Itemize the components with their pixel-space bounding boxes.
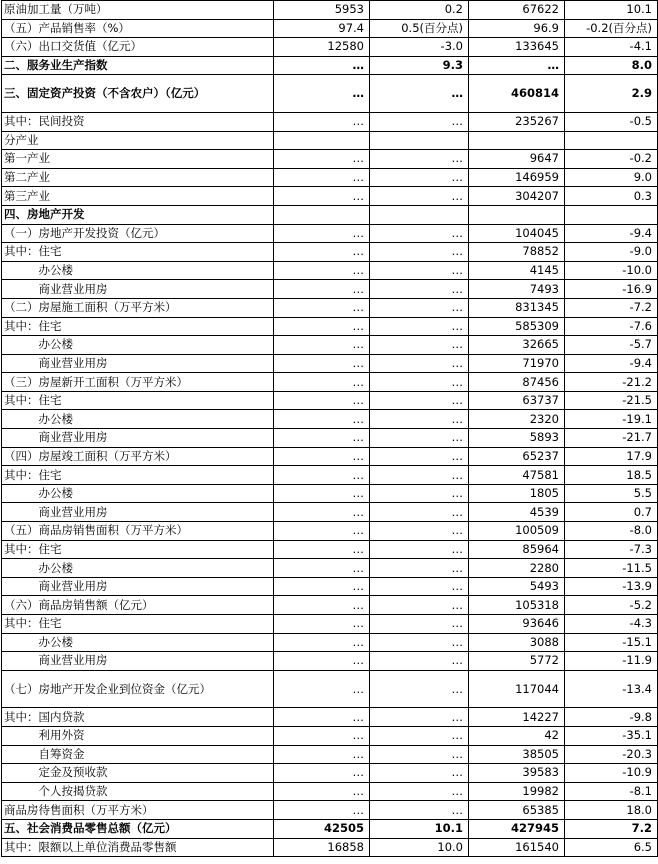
- row-label: 原油加工量（万吨）: [2, 1, 274, 20]
- current-month-growth: 10.1: [370, 819, 469, 838]
- table-row: [2, 522, 658, 541]
- cumulative-growth: -13.9: [565, 577, 658, 596]
- current-month-growth: …: [370, 577, 469, 596]
- table-row: [2, 243, 658, 262]
- current-month-value: …: [274, 168, 370, 187]
- table-row: [2, 447, 658, 466]
- cumulative-value: 9647: [469, 150, 565, 169]
- current-month-value: …: [274, 633, 370, 652]
- row-label: 办公楼: [2, 336, 274, 355]
- cumulative-growth: 10.1: [565, 1, 658, 20]
- table-row: [2, 280, 658, 299]
- cumulative-value: [469, 205, 565, 224]
- cumulative-growth: -21.5: [565, 391, 658, 410]
- cumulative-growth: -9.4: [565, 354, 658, 373]
- current-month-growth: …: [370, 112, 469, 131]
- table-row: [2, 150, 658, 169]
- table-row: [2, 726, 658, 745]
- cumulative-growth: -9.0: [565, 243, 658, 262]
- current-month-value: 16858: [274, 838, 370, 857]
- row-label: （七）房地产开发企业到位资金（亿元）: [2, 670, 274, 708]
- table-row: [2, 354, 658, 373]
- table-row: [2, 559, 658, 578]
- table-row: [2, 708, 658, 727]
- cumulative-growth: -19.1: [565, 410, 658, 429]
- row-label: 个人按揭贷款: [2, 782, 274, 801]
- current-month-growth: …: [370, 745, 469, 764]
- row-label: 办公楼: [2, 410, 274, 429]
- row-label: 商业营业用房: [2, 577, 274, 596]
- cumulative-growth: 2.9: [565, 75, 658, 113]
- cumulative-growth: -11.5: [565, 559, 658, 578]
- cumulative-value: 100509: [469, 522, 565, 541]
- cumulative-growth: -0.5: [565, 112, 658, 131]
- current-month-growth: [370, 205, 469, 224]
- cumulative-growth: 0.3: [565, 187, 658, 206]
- table-row: [2, 466, 658, 485]
- current-month-growth: …: [370, 484, 469, 503]
- current-month-value: …: [274, 280, 370, 299]
- table-row: [2, 484, 658, 503]
- current-month-growth: …: [370, 447, 469, 466]
- current-month-growth: …: [370, 615, 469, 634]
- cumulative-value: 14227: [469, 708, 565, 727]
- cumulative-value: 585309: [469, 317, 565, 336]
- current-month-growth: …: [370, 280, 469, 299]
- row-label: 四、房地产开发: [2, 205, 274, 224]
- current-month-growth: …: [370, 336, 469, 355]
- row-label: 商业营业用房: [2, 652, 274, 671]
- current-month-value: …: [274, 466, 370, 485]
- current-month-value: 42505: [274, 819, 370, 838]
- cumulative-growth: -20.3: [565, 745, 658, 764]
- cumulative-value: 161540: [469, 838, 565, 857]
- row-label: （一）房地产开发投资（亿元）: [2, 224, 274, 243]
- current-month-growth: …: [370, 410, 469, 429]
- row-label: 办公楼: [2, 633, 274, 652]
- row-label: 办公楼: [2, 484, 274, 503]
- table-row: [2, 503, 658, 522]
- current-month-value: …: [274, 373, 370, 392]
- cumulative-growth: 0.7: [565, 503, 658, 522]
- row-label: 其中：住宅: [2, 540, 274, 559]
- cumulative-growth: -0.2(百分点): [565, 19, 658, 38]
- current-month-growth: …: [370, 466, 469, 485]
- table-row: [2, 596, 658, 615]
- row-label: 其中：限额以上单位消费品零售额: [2, 838, 274, 857]
- current-month-growth: …: [370, 652, 469, 671]
- current-month-value: …: [274, 410, 370, 429]
- row-label: 办公楼: [2, 559, 274, 578]
- current-month-growth: …: [370, 559, 469, 578]
- cumulative-growth: -10.9: [565, 764, 658, 783]
- cumulative-growth: -21.2: [565, 373, 658, 392]
- current-month-growth: …: [370, 708, 469, 727]
- table-row: [2, 615, 658, 634]
- statistics-table: [1, 0, 658, 857]
- table-row: [2, 838, 658, 857]
- cumulative-growth: -8.1: [565, 782, 658, 801]
- row-label: （六）出口交货值（亿元）: [2, 38, 274, 57]
- cumulative-growth: -5.2: [565, 596, 658, 615]
- cumulative-value: 5493: [469, 577, 565, 596]
- current-month-value: …: [274, 298, 370, 317]
- cumulative-value: 831345: [469, 298, 565, 317]
- current-month-growth: …: [370, 317, 469, 336]
- table-row: [2, 38, 658, 57]
- current-month-growth: …: [370, 726, 469, 745]
- cumulative-growth: -7.2: [565, 298, 658, 317]
- table-row: [2, 540, 658, 559]
- current-month-value: …: [274, 187, 370, 206]
- current-month-value: 5953: [274, 1, 370, 20]
- current-month-growth: …: [370, 224, 469, 243]
- cumulative-growth: -10.0: [565, 261, 658, 280]
- current-month-value: …: [274, 354, 370, 373]
- current-month-growth: …: [370, 168, 469, 187]
- row-label: 其中：民间投资: [2, 112, 274, 131]
- table-row: [2, 819, 658, 838]
- cumulative-value: [469, 131, 565, 150]
- current-month-value: …: [274, 652, 370, 671]
- table-row: [2, 168, 658, 187]
- table-row: [2, 801, 658, 820]
- row-label: 定金及预收款: [2, 764, 274, 783]
- current-month-value: …: [274, 596, 370, 615]
- cumulative-value: 133645: [469, 38, 565, 57]
- table-row: [2, 224, 658, 243]
- row-label: 商品房待售面积（万平方米）: [2, 801, 274, 820]
- cumulative-growth: -16.9: [565, 280, 658, 299]
- cumulative-growth: -9.4: [565, 224, 658, 243]
- current-month-value: …: [274, 224, 370, 243]
- current-month-value: …: [274, 559, 370, 578]
- table-body: [2, 1, 658, 857]
- table-row: [2, 75, 658, 113]
- current-month-value: …: [274, 261, 370, 280]
- cumulative-value: 1805: [469, 484, 565, 503]
- current-month-growth: 0.2: [370, 1, 469, 20]
- current-month-value: …: [274, 726, 370, 745]
- cumulative-value: 427945: [469, 819, 565, 838]
- current-month-value: …: [274, 522, 370, 541]
- row-label: （五）产品销售率（%）: [2, 19, 274, 38]
- cumulative-value: 2280: [469, 559, 565, 578]
- current-month-value: …: [274, 615, 370, 634]
- current-month-growth: 9.3: [370, 56, 469, 75]
- row-label: （三）房屋新开工面积（万平方米）: [2, 373, 274, 392]
- current-month-value: 97.4: [274, 19, 370, 38]
- row-label: 其中：国内贷款: [2, 708, 274, 727]
- current-month-growth: [370, 131, 469, 150]
- cumulative-value: 65237: [469, 447, 565, 466]
- cumulative-value: 4145: [469, 261, 565, 280]
- current-month-value: …: [274, 391, 370, 410]
- table-row: [2, 261, 658, 280]
- table-row: [2, 633, 658, 652]
- row-label: 五、社会消费品零售总额（亿元）: [2, 819, 274, 838]
- cumulative-value: 2320: [469, 410, 565, 429]
- current-month-growth: …: [370, 391, 469, 410]
- cumulative-growth: -4.1: [565, 38, 658, 57]
- cumulative-growth: 18.5: [565, 466, 658, 485]
- current-month-growth: …: [370, 540, 469, 559]
- current-month-value: …: [274, 243, 370, 262]
- table-row: [2, 131, 658, 150]
- cumulative-value: 67622: [469, 1, 565, 20]
- cumulative-growth: [565, 131, 658, 150]
- current-month-value: …: [274, 670, 370, 708]
- row-label: 商业营业用房: [2, 354, 274, 373]
- table-row: [2, 652, 658, 671]
- table-row: [2, 373, 658, 392]
- cumulative-value: 3088: [469, 633, 565, 652]
- current-month-growth: …: [370, 596, 469, 615]
- cumulative-growth: -15.1: [565, 633, 658, 652]
- current-month-value: [274, 131, 370, 150]
- cumulative-value: 71970: [469, 354, 565, 373]
- row-label: （五）商品房销售面积（万平方米）: [2, 522, 274, 541]
- cumulative-growth: 17.9: [565, 447, 658, 466]
- cumulative-growth: 5.5: [565, 484, 658, 503]
- current-month-growth: 10.0: [370, 838, 469, 857]
- cumulative-growth: -35.1: [565, 726, 658, 745]
- current-month-value: 12580: [274, 38, 370, 57]
- cumulative-value: 104045: [469, 224, 565, 243]
- current-month-growth: …: [370, 503, 469, 522]
- current-month-growth: …: [370, 298, 469, 317]
- cumulative-value: 38505: [469, 745, 565, 764]
- current-month-growth: …: [370, 75, 469, 113]
- table-row: [2, 298, 658, 317]
- table-row: [2, 187, 658, 206]
- cumulative-value: 85964: [469, 540, 565, 559]
- table-row: [2, 19, 658, 38]
- cumulative-growth: 6.5: [565, 838, 658, 857]
- current-month-value: …: [274, 801, 370, 820]
- row-label: 其中：住宅: [2, 243, 274, 262]
- row-label: 其中：住宅: [2, 615, 274, 634]
- row-label: 第一产业: [2, 150, 274, 169]
- current-month-growth: …: [370, 354, 469, 373]
- current-month-value: …: [274, 503, 370, 522]
- row-label: 商业营业用房: [2, 503, 274, 522]
- cumulative-value: 5772: [469, 652, 565, 671]
- current-month-value: …: [274, 540, 370, 559]
- table-row: [2, 745, 658, 764]
- current-month-growth: -3.0: [370, 38, 469, 57]
- cumulative-value: 65385: [469, 801, 565, 820]
- table-row: [2, 1, 658, 20]
- cumulative-growth: 7.2: [565, 819, 658, 838]
- current-month-value: …: [274, 782, 370, 801]
- cumulative-growth: -0.2: [565, 150, 658, 169]
- cumulative-growth: -7.6: [565, 317, 658, 336]
- cumulative-growth: 9.0: [565, 168, 658, 187]
- cumulative-value: …: [469, 56, 565, 75]
- cumulative-value: 146959: [469, 168, 565, 187]
- current-month-growth: …: [370, 670, 469, 708]
- cumulative-growth: -7.3: [565, 540, 658, 559]
- table-row: [2, 782, 658, 801]
- current-month-value: …: [274, 56, 370, 75]
- cumulative-growth: 8.0: [565, 56, 658, 75]
- current-month-value: …: [274, 336, 370, 355]
- current-month-value: …: [274, 708, 370, 727]
- current-month-value: …: [274, 150, 370, 169]
- current-month-growth: …: [370, 150, 469, 169]
- table-row: [2, 764, 658, 783]
- cumulative-growth: -9.8: [565, 708, 658, 727]
- cumulative-growth: -8.0: [565, 522, 658, 541]
- cumulative-value: 7493: [469, 280, 565, 299]
- row-label: （四）房屋竣工面积（万平方米）: [2, 447, 274, 466]
- current-month-value: …: [274, 764, 370, 783]
- cumulative-value: 39583: [469, 764, 565, 783]
- table-row: [2, 112, 658, 131]
- current-month-value: …: [274, 745, 370, 764]
- cumulative-growth: -4.3: [565, 615, 658, 634]
- table-row: [2, 429, 658, 448]
- row-label: 分产业: [2, 131, 274, 150]
- current-month-growth: …: [370, 261, 469, 280]
- table-row: [2, 410, 658, 429]
- row-label: 二、服务业生产指数: [2, 56, 274, 75]
- row-label: 三、固定资产投资（不含农户）（亿元）: [2, 75, 274, 113]
- row-label: 利用外资: [2, 726, 274, 745]
- current-month-growth: …: [370, 764, 469, 783]
- current-month-value: …: [274, 577, 370, 596]
- row-label: （六）商品房销售额（亿元）: [2, 596, 274, 615]
- row-label: 自筹资金: [2, 745, 274, 764]
- row-label: 第二产业: [2, 168, 274, 187]
- row-label: 其中：住宅: [2, 466, 274, 485]
- table-row: [2, 205, 658, 224]
- table-row: [2, 56, 658, 75]
- current-month-growth: 0.5(百分点): [370, 19, 469, 38]
- row-label: 其中：住宅: [2, 391, 274, 410]
- row-label: 商业营业用房: [2, 280, 274, 299]
- current-month-growth: …: [370, 429, 469, 448]
- current-month-growth: …: [370, 187, 469, 206]
- cumulative-value: 78852: [469, 243, 565, 262]
- table-row: [2, 577, 658, 596]
- cumulative-value: 19982: [469, 782, 565, 801]
- cumulative-growth: -13.4: [565, 670, 658, 708]
- current-month-value: [274, 205, 370, 224]
- table-row: [2, 670, 658, 708]
- current-month-growth: …: [370, 633, 469, 652]
- cumulative-value: 63737: [469, 391, 565, 410]
- cumulative-value: 460814: [469, 75, 565, 113]
- table-row: [2, 317, 658, 336]
- current-month-value: …: [274, 75, 370, 113]
- cumulative-value: 47581: [469, 466, 565, 485]
- cumulative-value: 32665: [469, 336, 565, 355]
- cumulative-value: 42: [469, 726, 565, 745]
- row-label: 商业营业用房: [2, 429, 274, 448]
- row-label: 办公楼: [2, 261, 274, 280]
- table-row: [2, 336, 658, 355]
- cumulative-value: 5893: [469, 429, 565, 448]
- current-month-growth: …: [370, 801, 469, 820]
- cumulative-value: 4539: [469, 503, 565, 522]
- cumulative-value: 304207: [469, 187, 565, 206]
- cumulative-value: 87456: [469, 373, 565, 392]
- cumulative-growth: 18.0: [565, 801, 658, 820]
- cumulative-value: 93646: [469, 615, 565, 634]
- row-label: （二）房屋施工面积（万平方米）: [2, 298, 274, 317]
- table-row: [2, 391, 658, 410]
- cumulative-value: 235267: [469, 112, 565, 131]
- current-month-growth: …: [370, 782, 469, 801]
- current-month-growth: …: [370, 522, 469, 541]
- cumulative-growth: [565, 205, 658, 224]
- row-label: 第三产业: [2, 187, 274, 206]
- current-month-growth: …: [370, 373, 469, 392]
- current-month-value: …: [274, 317, 370, 336]
- cumulative-value: 96.9: [469, 19, 565, 38]
- cumulative-value: 117044: [469, 670, 565, 708]
- cumulative-growth: -5.7: [565, 336, 658, 355]
- current-month-value: …: [274, 429, 370, 448]
- row-label: 其中：住宅: [2, 317, 274, 336]
- cumulative-growth: -21.7: [565, 429, 658, 448]
- cumulative-growth: -11.9: [565, 652, 658, 671]
- current-month-value: …: [274, 447, 370, 466]
- current-month-value: …: [274, 484, 370, 503]
- current-month-growth: …: [370, 243, 469, 262]
- current-month-value: …: [274, 112, 370, 131]
- cumulative-value: 105318: [469, 596, 565, 615]
